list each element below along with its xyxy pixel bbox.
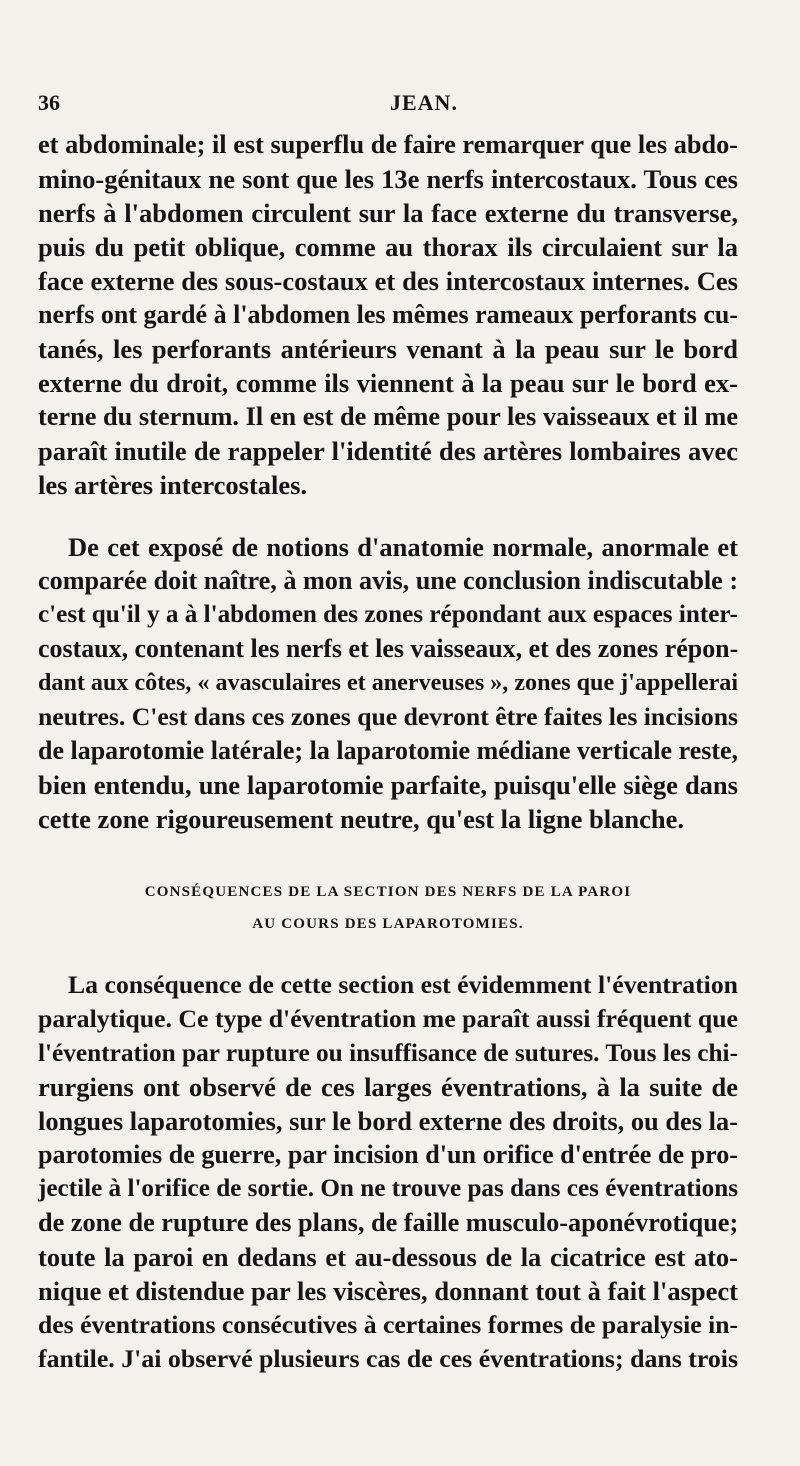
text-line: des éventrations consécutives à certaines formes de paralysie in- (38, 1310, 738, 1339)
text-line: nique et distendue par les viscères, donnant tout à fait l'aspect (38, 1276, 738, 1306)
page-header (38, 90, 738, 120)
text-line: c'est qu'il y a à l'abdomen des zones répondant aux espaces inter- (38, 601, 738, 628)
paragraph-1 (38, 128, 738, 502)
paragraph-3 (38, 968, 738, 1376)
text-line: toute la paroi en dedans et au-dessous de la cicatrice est ato- (38, 1242, 738, 1272)
text-line: cette zone rigoureusement neutre, qu'est la ligne blanche. (38, 804, 684, 834)
text-line: costaux, contenant les nerfs et les vaisseaux, et des zones répon- (38, 634, 739, 663)
text-line: terne du sternum. Il en est de même pour les vaisseaux et il me (38, 402, 738, 431)
text-line: rurgiens ont observé de ces larges éventrations, à la suite de (38, 1072, 738, 1102)
text-line: jectile à l'orifice de sortie. On ne trouve pas dans ces éventrations (38, 1175, 738, 1202)
text-line: nerfs à l'abdomen circulent sur la face externe du transverse, (38, 198, 738, 228)
text-line: neutres. C'est dans ces zones que devront être faites les incisions (38, 702, 738, 731)
text-line: comparée doit naître, à mon avis, une conclusion indiscutable : (38, 566, 739, 595)
running-title: JEAN. (390, 90, 458, 115)
text-line: puis du petit oblique, comme au thorax ils circulaient sur la (38, 232, 738, 262)
text-line: face externe des sous-costaux et des intercostaux internes. Ces (38, 266, 738, 296)
text-line: De cet exposé de notions d'anatomie normale, anormale et (68, 532, 738, 562)
text-line: de zone de rupture des plans, de faille musculo-aponévrotique; (38, 1208, 739, 1237)
text-line: tanés, les perforants antérieurs venant à la peau sur le bord (38, 334, 738, 364)
text-line: les artères intercostales. (38, 470, 308, 500)
text-line: longues laparotomies, sur le bord externe des droits, ou des la- (38, 1106, 738, 1136)
section-heading-line-1: CONSÉQUENCES DE LA SECTION DES NERFS DE LA PAROI (144, 884, 632, 900)
text-line: paraît inutile de rappeler l'identité des artères lombaires avec (38, 436, 738, 466)
text-line: et abdominale; il est superflu de faire remarquer que les abdo- (38, 130, 738, 159)
text-line: dant aux côtes, « avasculaires et anerveuses », zones que j'appellerai (38, 670, 739, 696)
text-line: de laparotomie latérale; la laparotomie médiane verticale reste, (38, 736, 738, 765)
text-line: externe du droit, comme ils viennent à la peau sur le bord ex- (38, 368, 738, 398)
text-line: l'éventration par rupture ou insuffisance de sutures. Tous les chi- (38, 1039, 738, 1067)
text-line: La conséquence de cette section est évidemment l'éventration (68, 970, 738, 999)
text-line: bien entendu, une laparotomie parfaite, puisqu'elle siège dans (38, 770, 738, 800)
section-heading-line-2: AU COURS DES LAPAROTOMIES. (252, 916, 524, 932)
text-line: fantile. J'ai observé plusieurs cas de ces éventrations; dans trois (38, 1344, 738, 1373)
paragraph-2 (38, 530, 738, 836)
text-line: nerfs ont gardé à l'abdomen les mêmes rameaux perforants cu- (38, 300, 738, 329)
page-number: 36 (38, 90, 60, 115)
text-line: mino-génitaux ne sont que les 13e nerfs intercostaux. Tous ces (38, 164, 738, 194)
text-line: parotomies de guerre, par incision d'un orifice d'entrée de pro- (38, 1140, 738, 1169)
text-line: paralytique. Ce type d'éventration me paraît aussi fréquent que (38, 1004, 738, 1033)
